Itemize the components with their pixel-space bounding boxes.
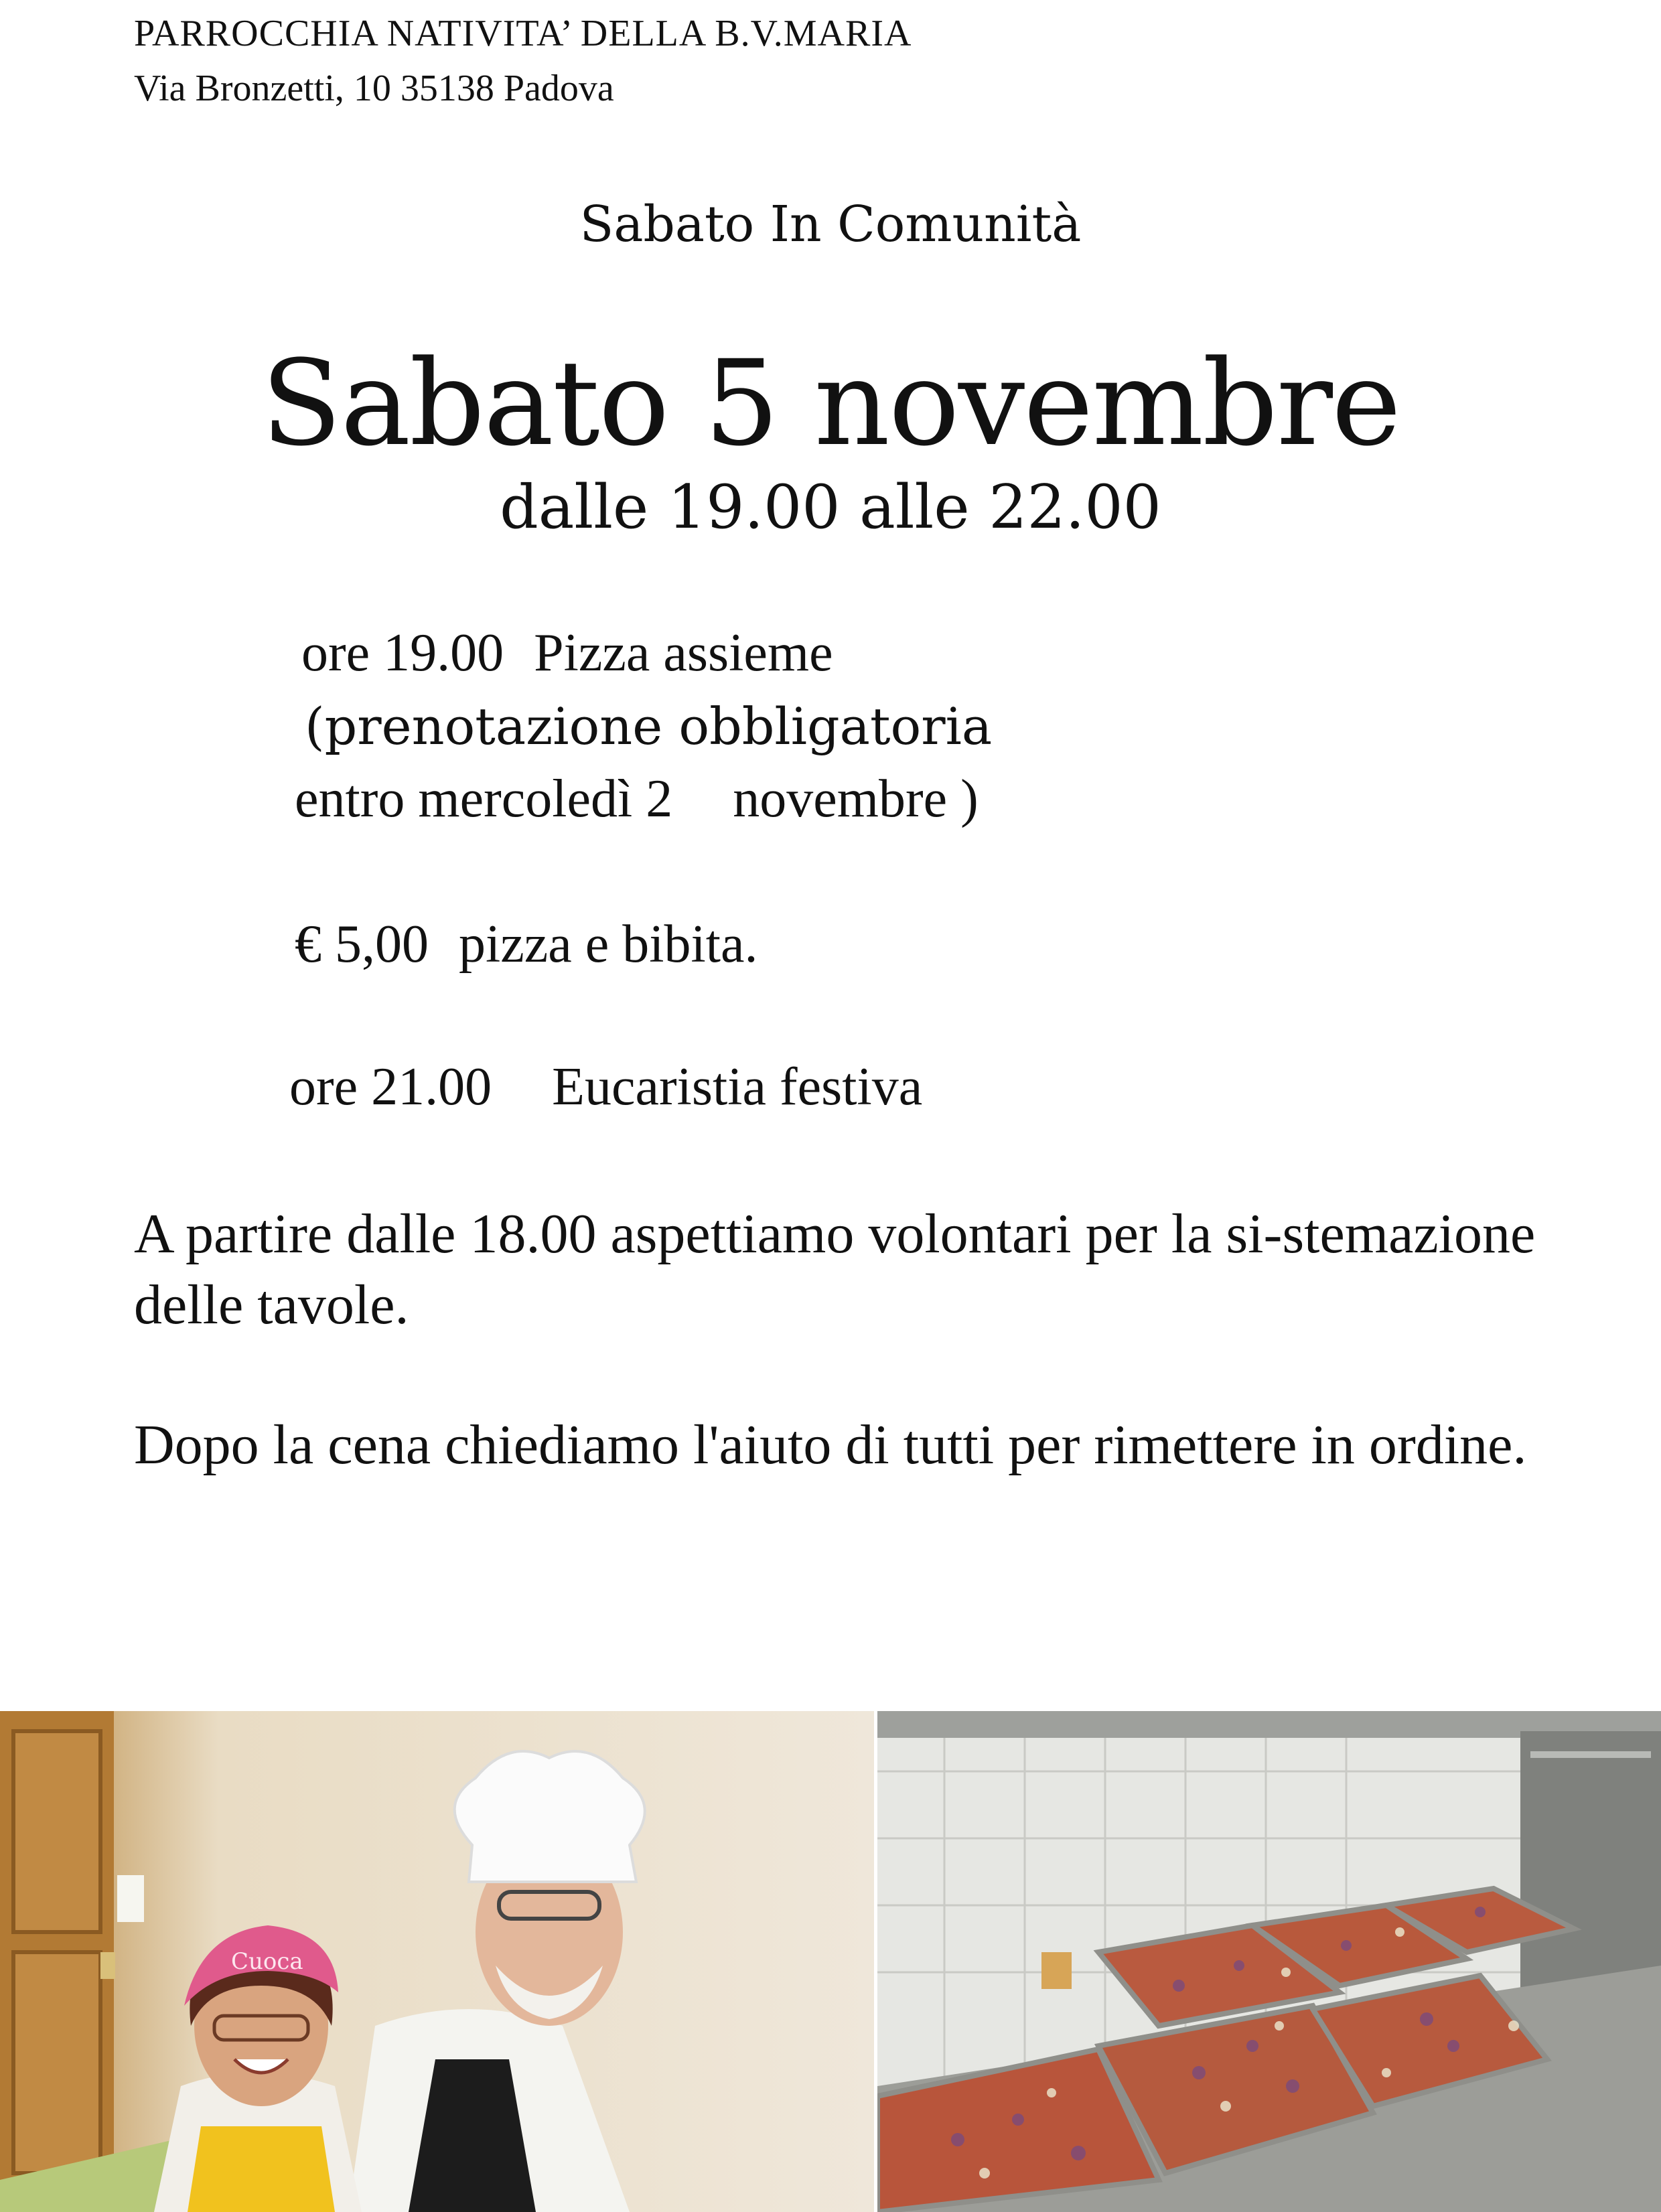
booking-note: (prenotazione obbligatoria [305, 696, 993, 756]
volunteers-paragraph: A partire dalle 18.00 aspettiamo volontari per la si-stemazione delle tavole. [134, 1203, 1536, 1336]
price-value: € 5,00 [295, 915, 429, 974]
booking-deadline-date: entro mercoledì 2 [295, 769, 673, 828]
after-dinner-paragraph: Dopo la cena chiediamo l'aiuto di tutti per rimettere in ordine. [134, 1414, 1527, 1476]
event-subtitle: Sabato In Comunità [579, 196, 1082, 253]
price-label: pizza e bibita. [459, 915, 758, 974]
program-price [295, 914, 757, 975]
photo-pizza-illustration [877, 1711, 1661, 2212]
booking-deadline-month: novembre ) [733, 769, 979, 828]
booking-deadline [295, 769, 979, 830]
parish-name: PARROCCHIA NATIVITA’ DELLA B.V.MARIA [134, 13, 912, 54]
program-mass [289, 1057, 922, 1118]
mass-label: Eucaristia festiva [552, 1057, 923, 1116]
cap-text: Cuoca [231, 1948, 303, 1975]
photo-cooks [0, 1711, 874, 2212]
program-pizza [301, 623, 833, 684]
pizza-time: ore 19.00 [301, 623, 504, 682]
mass-time: ore 21.00 [289, 1057, 492, 1116]
pizza-label: Pizza assieme [534, 623, 833, 682]
photo-pizza-trays [877, 1711, 1661, 2212]
event-time-range: dalle 19.00 alle 22.00 [500, 472, 1161, 542]
photo-cooks-illustration [0, 1711, 874, 2212]
parish-address: Via Bronzetti, 10 35138 Padova [134, 68, 614, 109]
event-date: Sabato 5 novembre [261, 335, 1400, 472]
